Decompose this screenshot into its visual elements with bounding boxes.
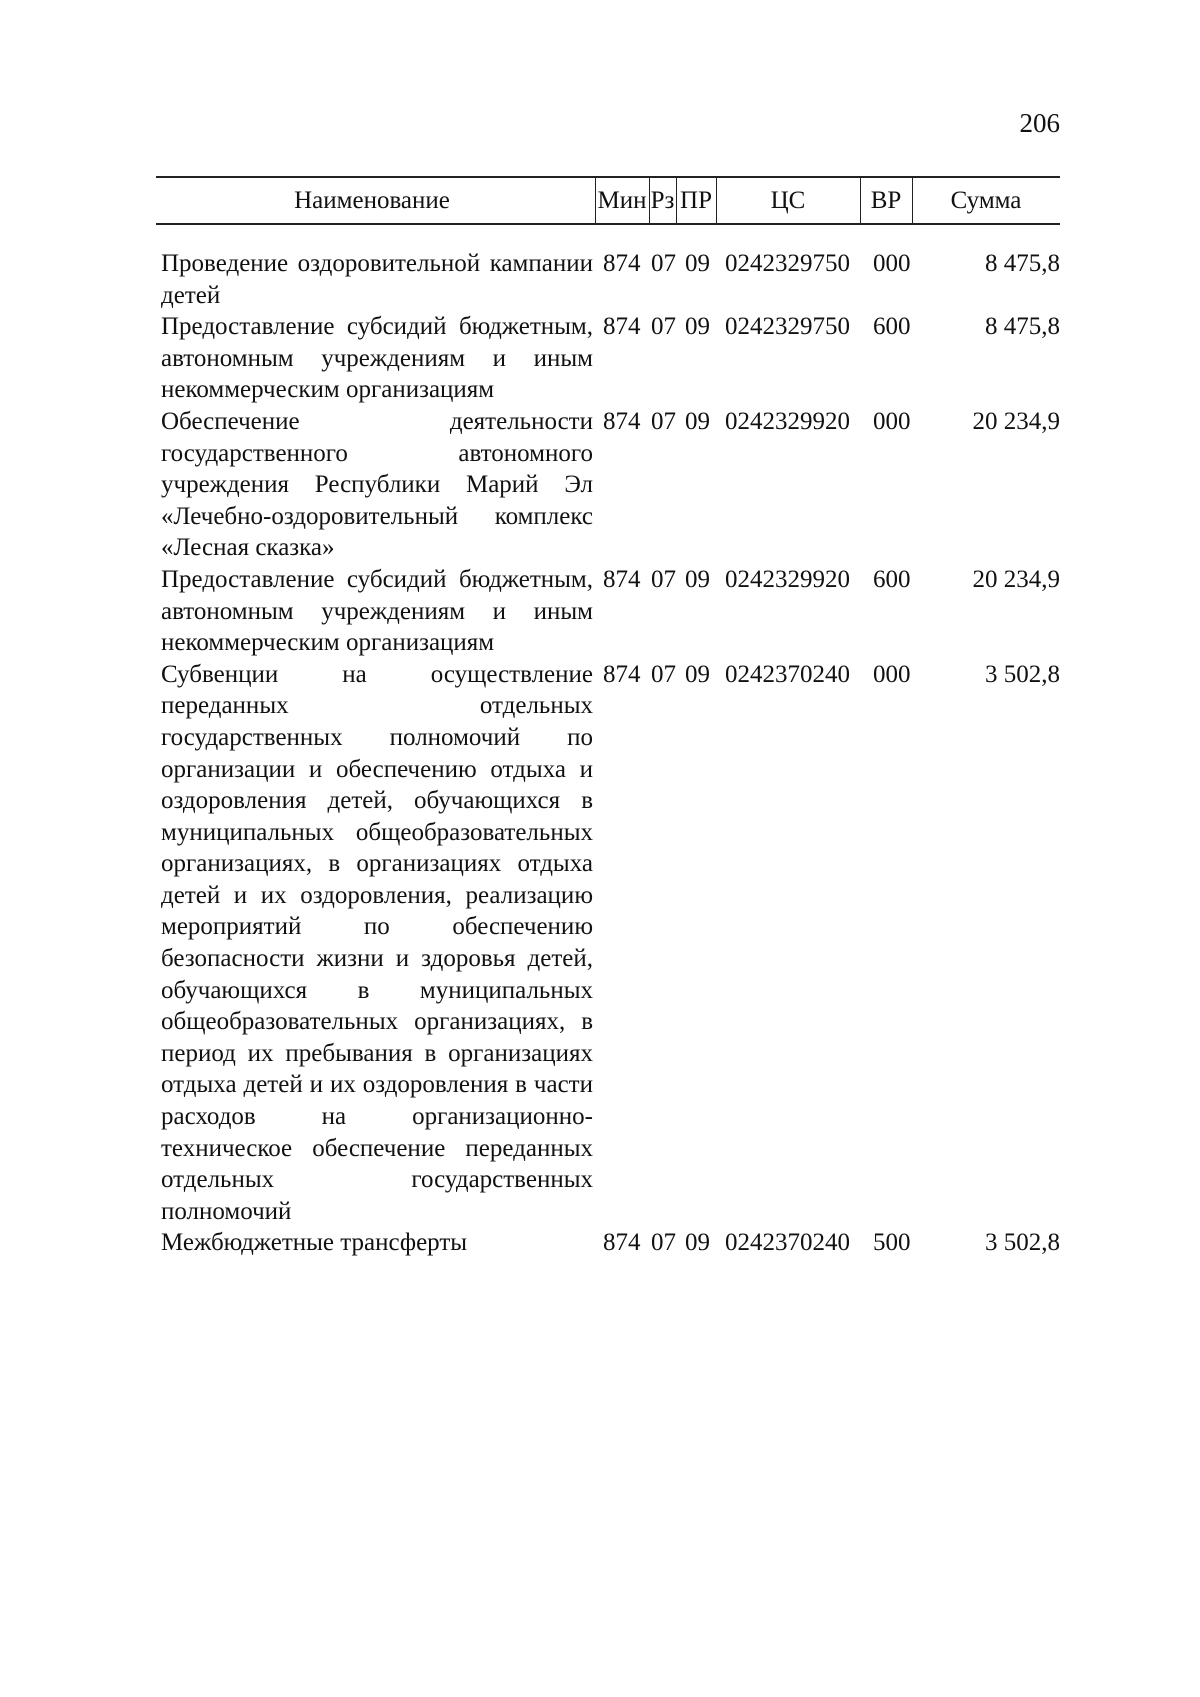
- row-rz: 07: [651, 660, 676, 688]
- row-rz: 07: [651, 250, 676, 277]
- row-cs: 0242370240: [725, 660, 850, 688]
- table-header: [156, 176, 1060, 225]
- row-pr: 09: [685, 250, 710, 277]
- row-name: Предоставление субсидий бюджетным, автономным учреждениям и иным некоммерческим организациям: [161, 565, 593, 657]
- row-name: Межбюджетные трансферты: [161, 1229, 468, 1257]
- table-row: [0, 1227, 1200, 1259]
- row-pr: 09: [685, 565, 710, 593]
- row-rz: 07: [651, 313, 676, 341]
- row-min: 874: [603, 565, 641, 593]
- row-sum: 8 475,8: [985, 250, 1060, 277]
- row-name: Проведение оздоровительной кампании детей: [161, 250, 593, 309]
- table-row: [0, 659, 1200, 1228]
- row-name: Предоставление субсидий бюджетным, автономным учреждениям и иным некоммерческим организациям: [161, 313, 593, 404]
- row-min: 874: [603, 407, 641, 435]
- row-vr: 000: [873, 660, 911, 688]
- row-vr: 500: [873, 1229, 911, 1257]
- row-rz: 07: [651, 1229, 676, 1257]
- header-cs: ЦС: [770, 187, 806, 214]
- row-sum: 8 475,8: [985, 313, 1060, 341]
- row-min: 874: [603, 660, 641, 688]
- header-min: Мин: [597, 187, 647, 214]
- header-vr: ВР: [870, 187, 902, 214]
- row-cs: 0242370240: [725, 1229, 850, 1257]
- table-row: [0, 311, 1200, 406]
- row-rz: 07: [651, 407, 676, 435]
- page-number: 206: [1019, 108, 1060, 138]
- row-min: 874: [603, 313, 641, 341]
- row-cs: 0242329750: [725, 313, 850, 341]
- table-body: [0, 248, 1200, 1259]
- header-name: Наименование: [294, 187, 450, 214]
- row-cs: 0242329920: [725, 565, 850, 593]
- table-row: [0, 248, 1200, 311]
- header-sum: Сумма: [950, 187, 1022, 214]
- table-row: [0, 406, 1200, 564]
- row-pr: 09: [685, 313, 710, 341]
- row-vr: 000: [873, 407, 911, 435]
- row-vr: 600: [873, 565, 911, 593]
- row-min: 874: [603, 1229, 641, 1257]
- header-pr: ПР: [680, 187, 712, 214]
- row-sum: 20 234,9: [972, 565, 1060, 593]
- row-vr: 000: [873, 250, 911, 277]
- row-vr: 600: [873, 313, 911, 341]
- row-pr: 09: [685, 1229, 710, 1257]
- row-name: Обеспечение деятельности государственного автономного учреждения Республики Марий Эл «Лечебно-оздоровительный комплекс «Лесная сказка»: [161, 407, 593, 562]
- table-row: [0, 564, 1200, 659]
- row-cs: 0242329920: [725, 407, 850, 435]
- row-cs: 0242329750: [725, 250, 850, 277]
- row-sum: 20 234,9: [972, 407, 1060, 435]
- row-min: 874: [603, 250, 641, 277]
- row-pr: 09: [685, 660, 710, 688]
- row-name: Субвенции на осуществление переданных отдельных государственных полномочий по организации и обеспечению отдыха и оздоровления детей, обучающихся в муниципальных общеобразовательных организациях, в организациях отдыха детей и их оздоровления, реализацию мероприятий по обеспечению безопасности жизни и здоровья детей, обучающихся в муниципальных общеобразовательных организациях, в период их пребывания в организациях отдыха детей и их оздоровления в части расходов на организационно-техническое обеспечение переданных отдельных государственных полномочий: [161, 660, 593, 1225]
- header-rz: Рз: [650, 187, 675, 214]
- row-sum: 3 502,8: [985, 1229, 1060, 1257]
- row-sum: 3 502,8: [985, 660, 1060, 688]
- row-pr: 09: [685, 407, 710, 435]
- row-rz: 07: [651, 565, 676, 593]
